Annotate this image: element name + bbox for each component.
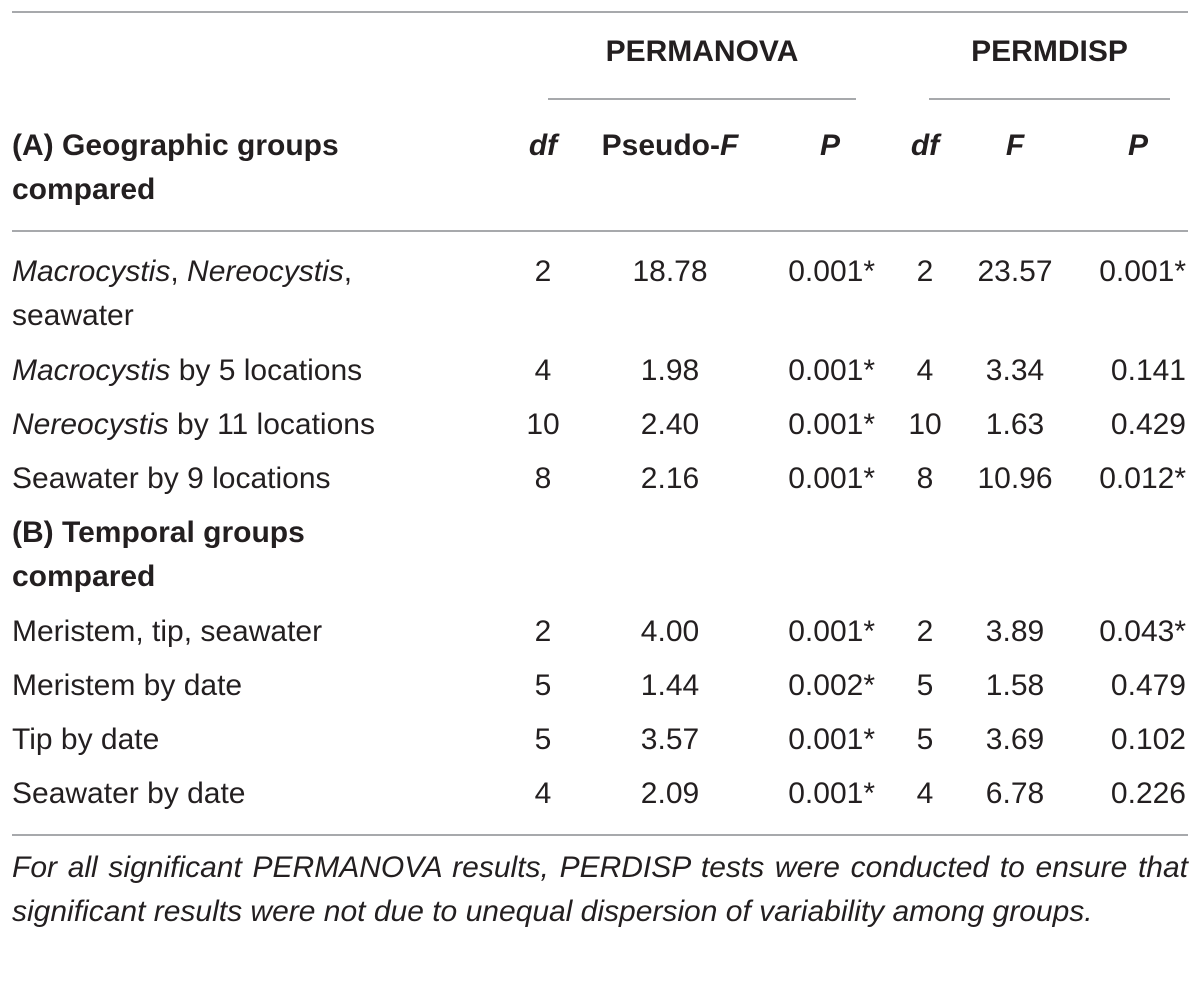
cell-p2: 0.102 [1110,723,1186,756]
permanova-underline [548,98,856,100]
cell-pseudo-f: 2.40 [640,408,700,441]
col-header-df2: df [910,129,940,162]
cell-pseudo-f: 4.00 [640,615,700,648]
cell-df: 2 [534,255,552,288]
cell-p2: 0.226 [1110,777,1186,810]
cell-df2: 5 [916,723,934,756]
table-footnote: For all significant PERMANOVA results, PERDISP tests were conducted to ensure that significant results were not due to unequal dispersion of variability among groups. [12,851,1188,928]
cell-df: 5 [534,723,552,756]
row-label: Nereocystis by 11 locations [12,408,375,441]
row-label: Macrocystis, Nereocystis, seawater [12,255,353,332]
table-bottom-rule [12,834,1188,836]
cell-f: 6.78 [985,777,1045,810]
section-b-heading: (B) Temporal groups compared [12,516,305,593]
cell-df: 4 [534,777,552,810]
cell-p: 0.001* [788,408,875,441]
section-a-heading: (A) Geographic groups compared [12,129,339,206]
cell-p2: 0.429 [1110,408,1186,441]
cell-df: 2 [534,615,552,648]
cell-pseudo-f: 1.44 [640,669,700,702]
header-bottom-rule [12,230,1188,232]
cell-df: 5 [534,669,552,702]
cell-df: 8 [534,462,552,495]
cell-f: 3.69 [985,723,1045,756]
cell-p: 0.002* [788,669,875,702]
cell-p: 0.001* [788,354,875,387]
cell-df2: 4 [916,777,934,810]
row-label: Seawater by 9 locations [12,462,331,495]
cell-p2: 0.012* [1099,462,1186,495]
cell-f: 23.57 [977,255,1053,288]
col-header-df: df [528,129,558,162]
cell-p2: 0.043* [1099,615,1186,648]
cell-pseudo-f: 1.98 [640,354,700,387]
cell-p: 0.001* [788,255,875,288]
cell-pseudo-f: 18.78 [632,255,708,288]
row-label: Meristem by date [12,669,243,702]
col-header-f: F [1005,129,1025,162]
cell-pseudo-f: 2.09 [640,777,700,810]
cell-p: 0.001* [788,462,875,495]
col-header-p2: P [1127,129,1148,162]
permdisp-underline [929,98,1170,100]
cell-f: 3.89 [985,615,1045,648]
cell-pseudo-f: 2.16 [640,462,700,495]
row-label: Macrocystis by 5 locations [12,354,363,387]
col-header-pseudo-f: Pseudo-F [601,129,739,162]
cell-p: 0.001* [788,777,875,810]
cell-f: 1.58 [985,669,1045,702]
cell-df2: 8 [916,462,934,495]
cell-f: 10.96 [977,462,1053,495]
cell-df: 10 [526,408,560,441]
cell-df2: 4 [916,354,934,387]
row-label: Seawater by date [12,777,246,810]
col-header-p: P [819,129,840,162]
cell-p2: 0.479 [1110,669,1186,702]
cell-p2: 0.001* [1099,255,1186,288]
cell-df: 4 [534,354,552,387]
cell-df2: 2 [916,615,934,648]
cell-f: 1.63 [985,408,1045,441]
permanova-group-header: PERMANOVA [605,35,799,68]
cell-p: 0.001* [788,615,875,648]
top-rule [12,11,1188,13]
cell-pseudo-f: 3.57 [640,723,700,756]
cell-df2: 2 [916,255,934,288]
cell-p: 0.001* [788,723,875,756]
permdisp-group-header: PERMDISP [971,35,1128,68]
cell-df2: 5 [916,669,934,702]
row-label: Tip by date [12,723,160,756]
cell-df2: 10 [908,408,942,441]
row-label: Meristem, tip, seawater [12,615,323,648]
cell-f: 3.34 [985,354,1045,387]
cell-p2: 0.141 [1110,354,1186,387]
